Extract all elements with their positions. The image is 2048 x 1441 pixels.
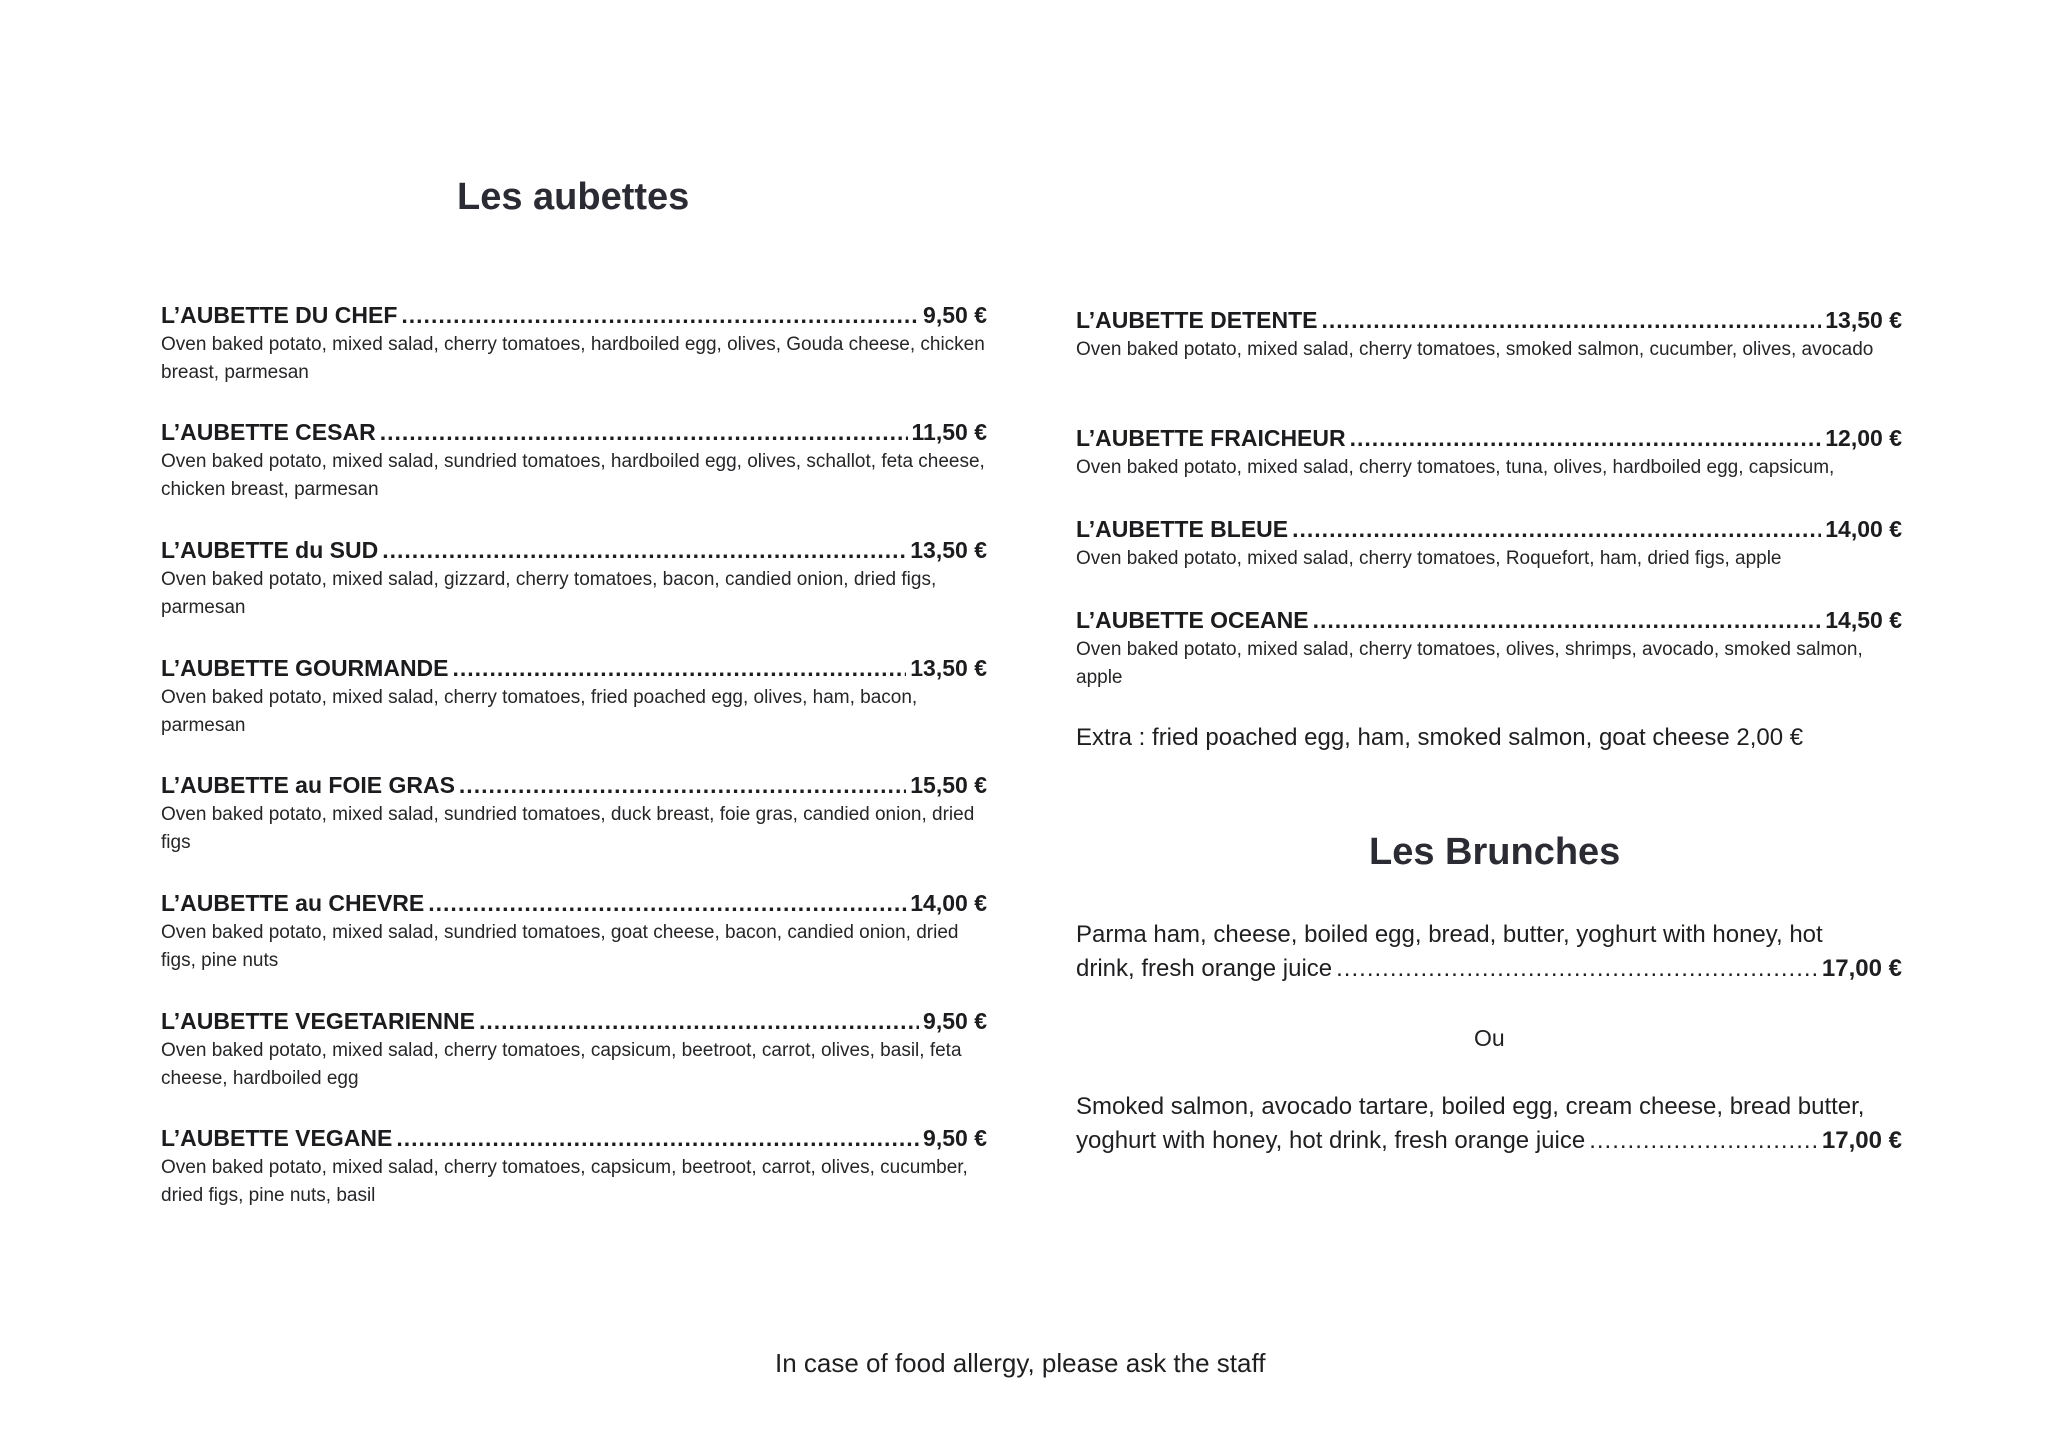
item-price: 12,00 € [1825, 425, 1902, 451]
leader-dots [1589, 1124, 1818, 1158]
item-price: 9,50 € [923, 1008, 987, 1034]
leader-dots [453, 653, 907, 683]
item-description: Oven baked potato, mixed salad, cherry tomatoes, capsicum, beetroot, carrot, olives, basil, feta cheese, hardboiled egg [161, 1040, 962, 1089]
menu-item [1076, 305, 1902, 423]
allergy-notice: In case of food allergy, please ask the staff [775, 1348, 1266, 1378]
leader-dots [380, 417, 908, 447]
item-description: Oven baked potato, mixed salad, cherry tomatoes, smoked salmon, cucumber, olives, avocado [1076, 339, 1874, 360]
or-separator: Ou [1474, 1025, 1505, 1051]
brunch-price: 17,00 € [1821, 1127, 1902, 1154]
item-name: L’AUBETTE au FOIE GRAS [161, 772, 455, 798]
brunch-description: Parma ham, cheese, boiled egg, bread, butter, yoghurt with honey, hot [1076, 921, 1823, 948]
menu-item [161, 1123, 987, 1213]
item-price: 14,00 € [1825, 516, 1902, 542]
menu-item [161, 888, 987, 1006]
item-name: L’AUBETTE au CHEVRE [161, 890, 425, 916]
item-price: 13,50 € [910, 537, 987, 563]
leader-dots [479, 1006, 919, 1036]
aubettes-heading: Les aubettes [457, 176, 690, 218]
item-price: 14,50 € [1825, 607, 1902, 633]
item-name: L’AUBETTE DU CHEF [161, 302, 398, 328]
brunch-offer-2 [1076, 1090, 1902, 1158]
menu-item [1076, 423, 1902, 514]
item-price: 13,50 € [1825, 307, 1902, 333]
item-name: L’AUBETTE FRAICHEUR [1076, 425, 1346, 451]
brunch-description: Smoked salmon, avocado tartare, boiled egg, cream cheese, bread butter, [1076, 1093, 1865, 1120]
leader-dots [1336, 952, 1818, 986]
leader-dots [459, 770, 906, 800]
leader-dots [382, 535, 906, 565]
leader-dots [1322, 305, 1822, 335]
item-price: 13,50 € [910, 655, 987, 681]
left-menu-column [161, 300, 987, 1213]
item-description: Oven baked potato, mixed salad, cherry tomatoes, fried poached egg, olives, ham, bacon, parmesan [161, 687, 918, 736]
item-description: Oven baked potato, mixed salad, cherry tomatoes, Roquefort, ham, dried figs, apple [1076, 548, 1782, 569]
leader-dots [1313, 605, 1822, 635]
item-price: 9,50 € [923, 302, 987, 328]
menu-item [161, 1006, 987, 1123]
item-description: Oven baked potato, mixed salad, gizzard, cherry tomatoes, bacon, candied onion, dried figs, parmesan [161, 569, 937, 618]
item-name: L’AUBETTE VEGETARIENNE [161, 1008, 475, 1034]
brunch-price: 17,00 € [1821, 955, 1902, 982]
item-name: L’AUBETTE du SUD [161, 537, 379, 563]
menu-item [161, 653, 987, 770]
leader-dots [401, 300, 919, 330]
menu-item [161, 535, 987, 653]
menu-item [1076, 514, 1902, 605]
item-name: L’AUBETTE BLEUE [1076, 516, 1289, 542]
menu-item [161, 300, 987, 417]
extras-line: Extra : fried poached egg, ham, smoked salmon, goat cheese 2,00 € [1076, 724, 1804, 751]
item-name: L’AUBETTE GOURMANDE [161, 655, 449, 681]
item-description: Oven baked potato, mixed salad, sundried tomatoes, duck breast, foie gras, candied onion, dried figs [161, 804, 975, 853]
menu-item [161, 770, 987, 888]
item-name: L’AUBETTE DETENTE [1076, 307, 1318, 333]
brunch-description: drink, fresh orange juice [1076, 955, 1333, 982]
item-name: L’AUBETTE VEGANE [161, 1125, 393, 1151]
item-price: 14,00 € [910, 890, 987, 916]
item-name: L’AUBETTE OCEANE [1076, 607, 1309, 633]
item-price: 11,50 € [911, 419, 987, 445]
item-description: Oven baked potato, mixed salad, cherry tomatoes, tuna, olives, hardboiled egg, capsicum, [1076, 457, 1835, 478]
brunches-heading: Les Brunches [1369, 831, 1621, 873]
brunch-offer-1 [1076, 918, 1902, 986]
leader-dots [428, 888, 906, 918]
leader-dots [1292, 514, 1821, 544]
item-price: 15,50 € [910, 772, 987, 798]
leader-dots [396, 1123, 919, 1153]
menu-item [1076, 605, 1902, 695]
menu-item [161, 417, 987, 535]
right-menu-column [1076, 305, 1902, 695]
item-description: Oven baked potato, mixed salad, sundried tomatoes, hardboiled egg, olives, schallot, feta cheese, chicken breast, parmesan [161, 451, 985, 500]
leader-dots [1350, 423, 1822, 453]
item-name: L’AUBETTE CESAR [161, 419, 376, 445]
brunch-description: yoghurt with honey, hot drink, fresh orange juice [1076, 1127, 1586, 1154]
item-description: Oven baked potato, mixed salad, sundried tomatoes, goat cheese, bacon, candied onion, dried figs, pine nuts [161, 922, 959, 971]
item-description: Oven baked potato, mixed salad, cherry tomatoes, hardboiled egg, olives, Gouda cheese, chicken breast, parmesan [161, 334, 985, 383]
item-description: Oven baked potato, mixed salad, cherry tomatoes, olives, shrimps, avocado, smoked salmon, apple [1076, 639, 1863, 688]
item-description: Oven baked potato, mixed salad, cherry tomatoes, capsicum, beetroot, carrot, olives, cucumber, dried figs, pine nuts, basil [161, 1157, 968, 1206]
item-price: 9,50 € [923, 1125, 987, 1151]
